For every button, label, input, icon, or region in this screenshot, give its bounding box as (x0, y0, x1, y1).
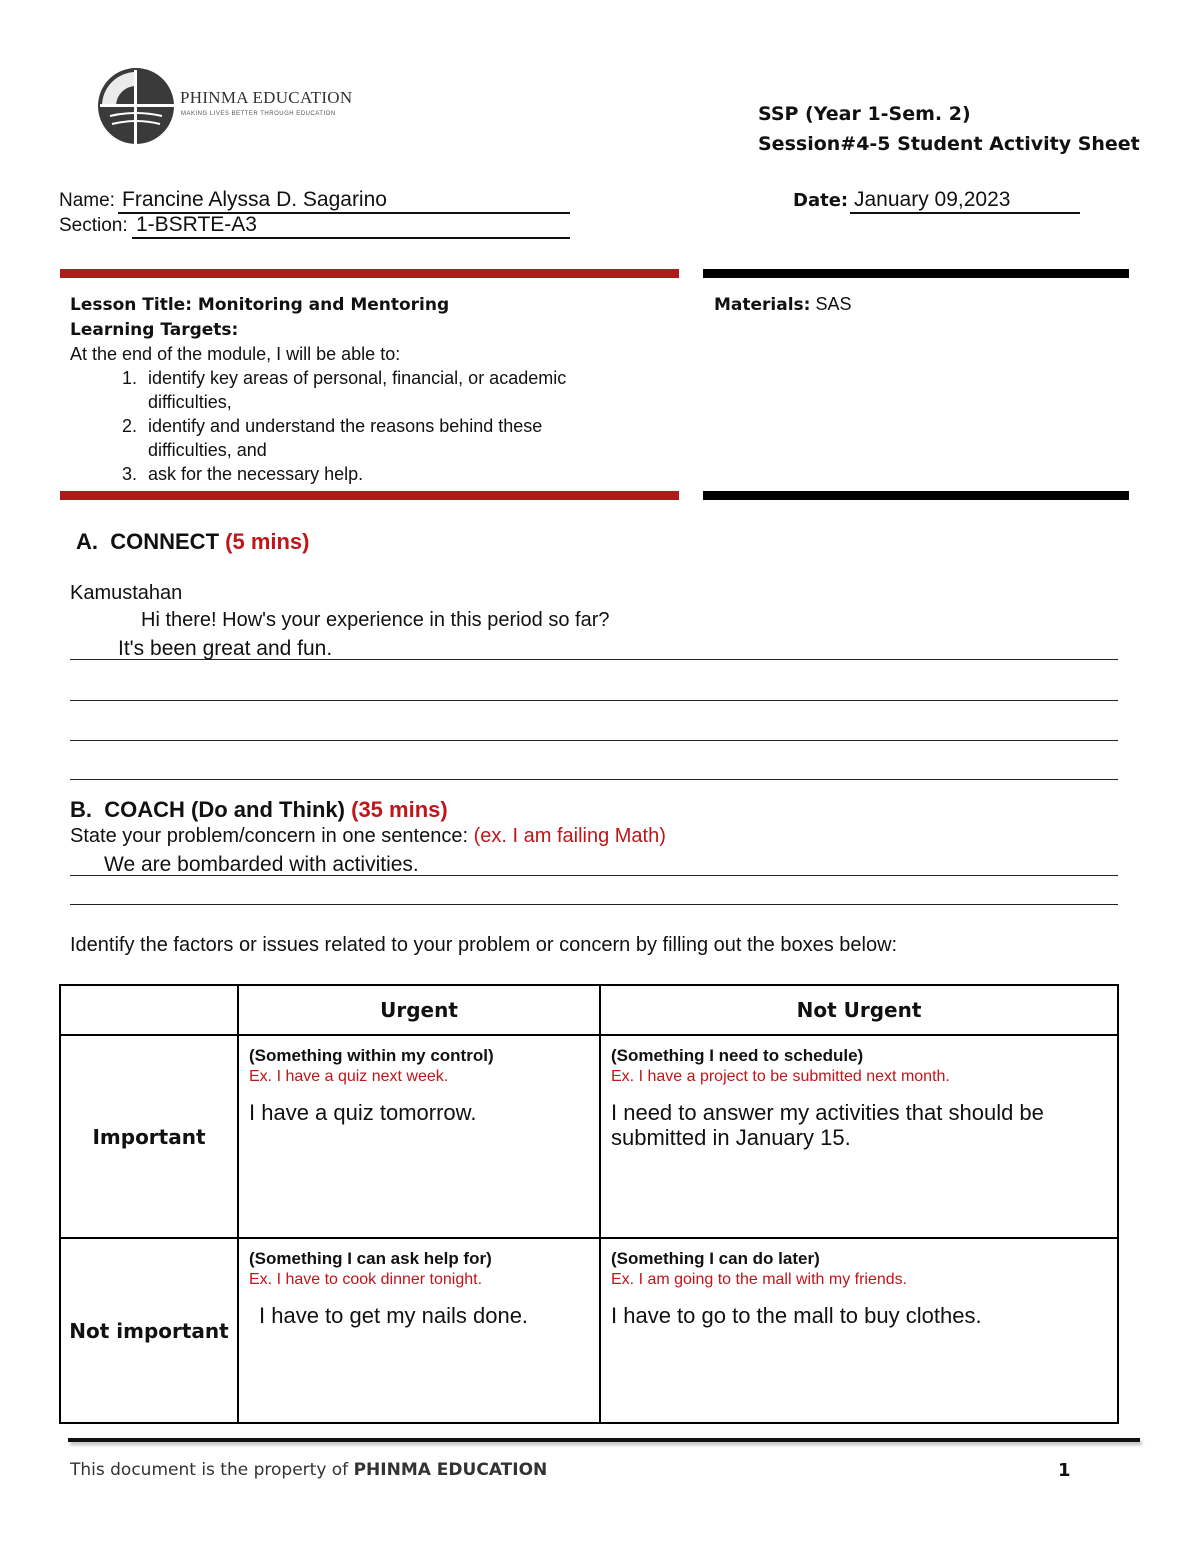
name-label: Name: (59, 190, 115, 211)
cell-example: Ex. I have to cook dinner tonight. (249, 1271, 483, 1288)
cell-answer[interactable]: I have to go to the mall to buy clothes. (611, 1303, 982, 1328)
row-header-not-important: Not important (60, 1238, 238, 1423)
coach-prompt-example: (ex. I am failing Math) (473, 825, 666, 847)
matrix-instruction: Identify the factors or issues related to your problem or concern by filling out the boxes below: (70, 934, 898, 956)
coach-answer[interactable]: We are bombarded with activities. (104, 853, 419, 876)
cell-not-important-not-urgent[interactable] (600, 1238, 1118, 1423)
cell-answer[interactable]: I have a quiz tomorrow. (249, 1100, 477, 1125)
logo-title: PHINMA EDUCATION (180, 88, 353, 107)
answer-line (70, 904, 1118, 905)
answer-line (70, 659, 1118, 660)
cell-example: Ex. I am going to the mall with my friends. (611, 1271, 908, 1288)
answer-line (70, 875, 1118, 876)
footer-brand: PHINMA EDUCATION (353, 1460, 548, 1480)
logo-tagline: MAKING LIVES BETTER THROUGH EDUCATION (181, 111, 336, 117)
kamustahan-label: Kamustahan (70, 582, 183, 604)
logo-globe-icon (96, 66, 178, 148)
date-field[interactable]: January 09,2023 (850, 188, 1080, 214)
divider-black-top (703, 269, 1129, 278)
lesson-title: Lesson Title: Monitoring and Mentoring (70, 295, 450, 315)
col-header-urgent: Urgent (238, 985, 600, 1035)
row-header-important: Important (60, 1035, 238, 1238)
footer-divider (68, 1438, 1140, 1442)
course-title: SSP (Year 1-Sem. 2) (758, 103, 971, 125)
connect-answer[interactable]: It's been great and fun. (118, 637, 333, 660)
lesson-block (70, 292, 670, 486)
col-header-not-urgent: Not Urgent (600, 985, 1118, 1035)
cell-title: (Something I can ask help for) (249, 1249, 492, 1268)
name-field[interactable]: Francine Alyssa D. Sagarino (118, 188, 570, 214)
lesson-intro: At the end of the module, I will be able to: (70, 344, 401, 364)
divider-red-top (60, 269, 679, 278)
divider-red-bottom (60, 491, 679, 500)
answer-line (70, 700, 1118, 701)
coach-title: COACH (Do and Think) (104, 797, 345, 822)
connect-question: Hi there! How's your experience in this period so far? (141, 609, 610, 631)
cell-title: (Something I need to schedule) (611, 1046, 864, 1065)
cell-answer[interactable]: I have to get my nails done. (259, 1303, 529, 1328)
date-label: Date: (793, 190, 849, 211)
connect-heading (76, 529, 310, 555)
cell-important-not-urgent[interactable] (600, 1035, 1118, 1238)
section-field[interactable]: 1-BSRTE-A3 (132, 213, 570, 239)
connect-title: CONNECT (110, 529, 220, 554)
coach-heading (70, 797, 448, 823)
page-number: 1 (1058, 1460, 1071, 1481)
materials-label: Materials: (714, 295, 811, 315)
materials-block (714, 292, 852, 317)
connect-time: (5 mins) (225, 529, 310, 554)
answer-line (70, 779, 1118, 780)
cell-answer[interactable]: I need to answer my activities that should be submitted in January 15. (611, 1100, 1044, 1150)
coach-time: (35 mins) (351, 797, 448, 822)
learning-targets-list (70, 366, 670, 486)
connect-letter: A. (76, 529, 98, 554)
cell-title: (Something I can do later) (611, 1249, 820, 1268)
coach-letter: B. (70, 797, 92, 822)
cell-not-important-urgent[interactable] (238, 1238, 600, 1423)
cell-important-urgent[interactable] (238, 1035, 600, 1238)
footer-text (70, 1460, 547, 1480)
cell-example: Ex. I have a quiz next week. (249, 1068, 449, 1085)
divider-black-bottom (703, 491, 1129, 500)
cell-title: (Something within my control) (249, 1046, 494, 1065)
footer-prefix: This document is the property of (70, 1460, 349, 1480)
coach-prompt-line (70, 825, 666, 848)
priority-matrix (59, 984, 1119, 1424)
section-label: Section: (59, 215, 128, 236)
learning-targets-label: Learning Targets: (70, 320, 239, 340)
target-item: 2. identify and understand the reasons behind these difficulties, and (142, 414, 628, 462)
answer-line (70, 740, 1118, 741)
session-title: Session#4-5 Student Activity Sheet (758, 133, 1140, 155)
cell-example: Ex. I have a project to be submitted next month. (611, 1068, 950, 1085)
materials-value: SAS (815, 294, 852, 314)
matrix-corner (60, 985, 238, 1035)
coach-prompt: State your problem/concern in one sentence: (70, 825, 469, 847)
target-item: 3. ask for the necessary help. (142, 462, 628, 486)
target-item: 1. identify key areas of personal, financial, or academic difficulties, (142, 366, 628, 414)
